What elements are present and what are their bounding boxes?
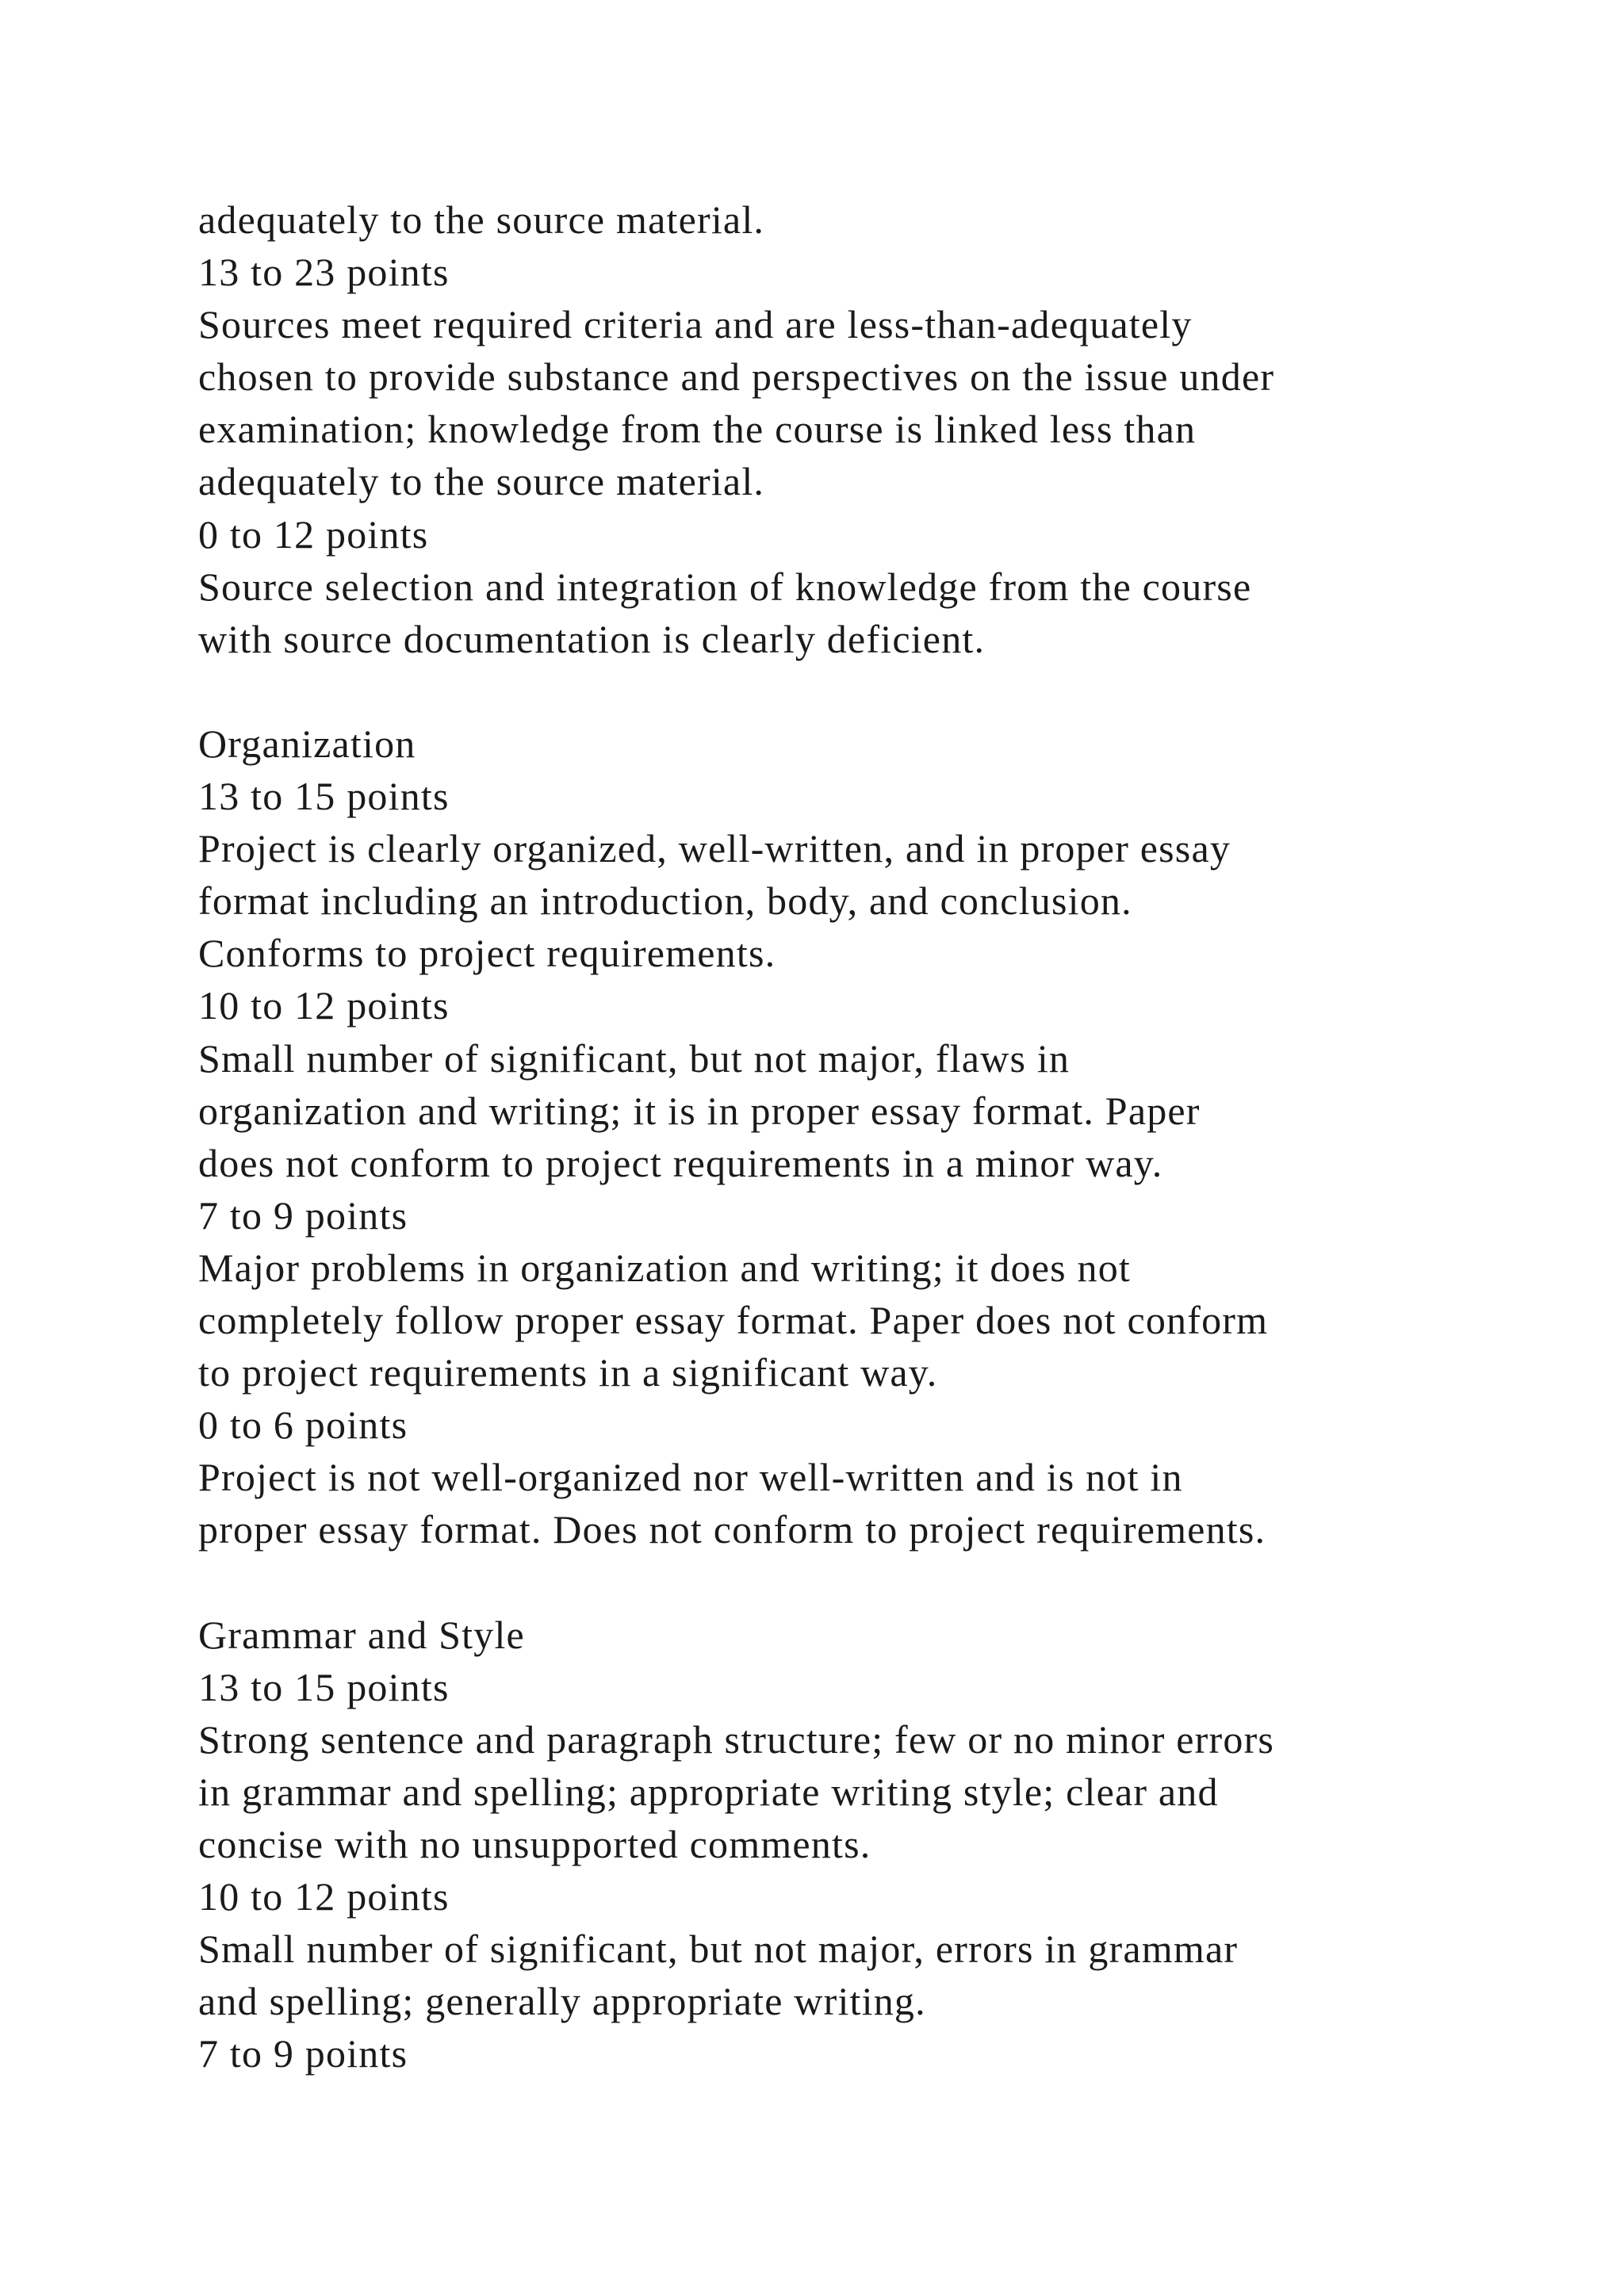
points-range: 0 to 12 points: [198, 511, 429, 557]
points-range: 7 to 9 points: [198, 1192, 408, 1238]
text-line: examination; knowledge from the course is linked less than: [198, 407, 1197, 452]
points-range: 7 to 9 points: [198, 2031, 408, 2076]
text-line: Small number of significant, but not major, flaws in: [198, 1035, 1071, 1081]
text-line: chosen to provide substance and perspectives on the issue under: [198, 354, 1275, 400]
points-range: 13 to 15 points: [198, 1664, 450, 1709]
text-line: adequately to the source material.: [198, 459, 765, 504]
text-line: completely follow proper essay format. Paper does not conform: [198, 1297, 1269, 1342]
points-range: 13 to 15 points: [198, 774, 450, 819]
section-heading-organization: Organization: [198, 721, 416, 766]
text-line: Small number of significant, but not major, errors in grammar: [198, 1927, 1239, 1972]
text-line: Project is not well-organized nor well-written and is not in: [198, 1455, 1183, 1500]
text-line: and spelling; generally appropriate writing.: [198, 1979, 926, 2024]
section-heading-grammar-and-style: Grammar and Style: [198, 1612, 525, 1657]
text-line: Major problems in organization and writing; it does not: [198, 1245, 1132, 1290]
paragraph-break: [198, 665, 1546, 718]
text-line: proper essay format. Does not conform to project requirements.: [198, 1507, 1266, 1552]
text-line: Sources meet required criteria and are less-than-adequately: [198, 302, 1193, 347]
text-line: Strong sentence and paragraph structure; few or no minor errors: [198, 1716, 1275, 1762]
text-line: concise with no unsupported comments.: [198, 1821, 871, 1866]
points-range: 13 to 23 points: [198, 250, 450, 295]
points-range: 10 to 12 points: [198, 983, 450, 1028]
points-range: 10 to 12 points: [198, 1874, 450, 1919]
document-body: [198, 193, 1546, 2080]
text-line: format including an introduction, body, and conclusion.: [198, 878, 1132, 924]
paragraph-break: [198, 1556, 1546, 1608]
text-line: to project requirements in a significant way.: [198, 1350, 938, 1395]
text-line: with source documentation is clearly deficient.: [198, 616, 986, 661]
text-line: Project is clearly organized, well-written, and in proper essay: [198, 826, 1231, 871]
text-line: in grammar and spelling; appropriate writing style; clear and: [198, 1769, 1219, 1814]
points-range: 0 to 6 points: [198, 1402, 408, 1448]
text-line: organization and writing; it is in proper essay format. Paper: [198, 1088, 1201, 1133]
text-line: does not conform to project requirements in a minor way.: [198, 1140, 1163, 1185]
text-line: Conforms to project requirements.: [198, 931, 776, 976]
text-line: adequately to the source material.: [198, 197, 765, 242]
text-line: Source selection and integration of knowledge from the course: [198, 564, 1252, 609]
